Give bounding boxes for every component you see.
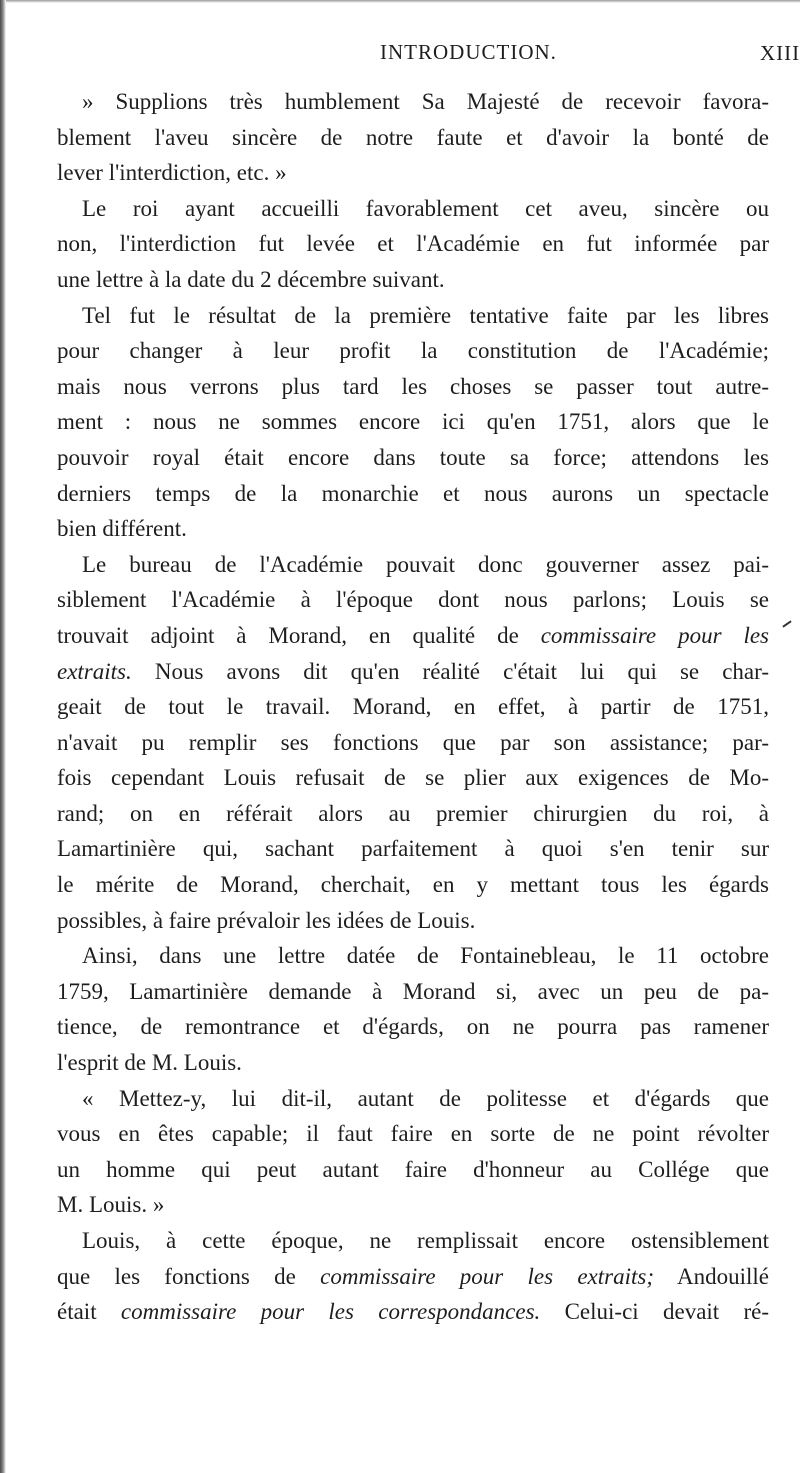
text-line-content: une lettre à la date du 2 décembre suivant. [57, 266, 445, 292]
page-number: XIII [760, 41, 800, 65]
text-line-content: Louis, à cette époque, ne remplissait encore ostensiblement [82, 1228, 769, 1253]
text-line-content: Tel fut le résultat de la première tentative faite par les libres [82, 302, 769, 328]
text-line-content: « Mettez-y, lui dit-il, autant de politesse et d'égards que [82, 1085, 769, 1111]
text-line-content: que les fonctions de [57, 1263, 321, 1289]
body-text [57, 84, 769, 1330]
text-line [57, 120, 769, 156]
text-line [57, 511, 769, 547]
text-line [57, 618, 769, 654]
text-line-content: rand; on en référait alors au premier chirurgien du roi, à [57, 800, 769, 826]
text-line [57, 654, 769, 690]
text-line [57, 689, 769, 725]
running-title: INTRODUCTION. [380, 40, 557, 64]
text-line-content: bien différent. [57, 516, 187, 542]
text-line [57, 760, 769, 796]
text-line-content: » Supplions très humblement Sa Majesté de recevoir favora- [82, 89, 769, 114]
text-line [57, 867, 769, 903]
text-line-content: tience, de remontrance et d'égards, on ne pourra pas ramener [57, 1014, 769, 1040]
text-line [57, 1294, 769, 1330]
text-line-continuation: Andouillé [653, 1263, 769, 1289]
text-line [57, 1259, 769, 1295]
text-line [57, 333, 769, 369]
italic-phrase: extraits. [57, 658, 132, 684]
text-line [57, 974, 769, 1010]
text-line-content: l'esprit de M. Louis. [57, 1050, 242, 1076]
text-line [57, 1187, 769, 1223]
text-line [57, 1223, 769, 1259]
text-line [57, 262, 769, 298]
text-line-content: Ainsi, dans une lettre datée de Fontainebleau, le 11 octobre [82, 943, 769, 969]
text-line-content: mais nous verrons plus tard les choses se passer tout autre- [57, 373, 769, 399]
text-line [57, 582, 769, 618]
text-line-continuation: Celui-ci devait ré- [540, 1299, 770, 1325]
page-binding-edge [0, 0, 6, 1473]
text-line [57, 903, 769, 939]
text-line-content: ment : nous ne sommes encore ici qu'en 1751, alors que le [57, 409, 769, 435]
text-line [57, 404, 769, 440]
text-line [57, 155, 769, 191]
text-line-content: était [57, 1299, 121, 1325]
text-line-content: lever l'interdiction, etc. » [57, 160, 287, 186]
text-line-continuation: Nous avons dit qu'en réalité c'était lui qui se char- [131, 658, 769, 684]
text-line [57, 831, 769, 867]
margin-mark [782, 620, 791, 627]
text-line-content: le mérite de Morand, cherchait, en y mettant tous les égards [57, 872, 769, 898]
text-line [57, 298, 769, 334]
text-line-content: derniers temps de la monarchie et nous aurons un spectacle [57, 480, 769, 506]
text-line-content: fois cependant Louis refusait de se plier aux exigences de Mo- [57, 765, 769, 791]
text-line [57, 226, 769, 262]
text-line-content: pour changer à leur profit la constitution de l'Académie; [57, 338, 769, 364]
text-line-content: non, l'interdiction fut levée et l'Académie en fut informée par [57, 231, 769, 257]
text-line-content: trouvait adjoint à Morand, en qualité de [57, 622, 541, 648]
text-line-content: possibles, à faire prévaloir les idées de Louis. [57, 907, 476, 933]
text-line-content: blement l'aveu sincère de notre faute et d'avoir la bonté de [57, 124, 769, 150]
text-line [57, 440, 769, 476]
text-line-content: pouvoir royal était encore dans toute sa force; attendons les [57, 444, 769, 470]
italic-phrase: commissaire pour les correspondances. [120, 1299, 541, 1325]
text-line [57, 547, 769, 583]
text-line [57, 1152, 769, 1188]
text-line [57, 796, 769, 832]
text-line-content: siblement l'Académie à l'époque dont nous parlons; Louis se [57, 587, 769, 613]
page-top-shadow [6, 0, 800, 3]
text-line-content: 1759, Lamartinière demande à Morand si, avec un peu de pa- [57, 978, 769, 1004]
text-line-content: Lamartinière qui, sachant parfaitement à quoi s'en tenir sur [57, 836, 769, 862]
text-line [57, 476, 769, 512]
page-header [0, 40, 800, 80]
text-line [57, 938, 769, 974]
text-line [57, 1116, 769, 1152]
italic-phrase: commissaire pour les [540, 622, 769, 648]
text-line-content: geait de tout le travail. Morand, en effet, à partir de 1751, [57, 694, 769, 720]
text-line [57, 1045, 769, 1081]
text-line [57, 84, 769, 120]
text-line [57, 725, 769, 761]
text-line-content: M. Louis. » [57, 1192, 165, 1218]
text-line [57, 191, 769, 227]
text-line-content: vous en êtes capable; il faut faire en sorte de ne point révolter [57, 1121, 769, 1147]
text-line [57, 369, 769, 405]
text-line-content: Le bureau de l'Académie pouvait donc gouverner assez pai- [82, 551, 769, 577]
text-line-content: Le roi ayant accueilli favorablement cet aveu, sincère ou [82, 195, 769, 221]
text-line [57, 1009, 769, 1045]
text-line-content: un homme qui peut autant faire d'honneur au Collége que [57, 1156, 769, 1182]
italic-phrase: commissaire pour les extraits; [320, 1263, 654, 1289]
text-line-content: n'avait pu remplir ses fonctions que par son assistance; par- [57, 729, 769, 755]
text-line [57, 1081, 769, 1117]
